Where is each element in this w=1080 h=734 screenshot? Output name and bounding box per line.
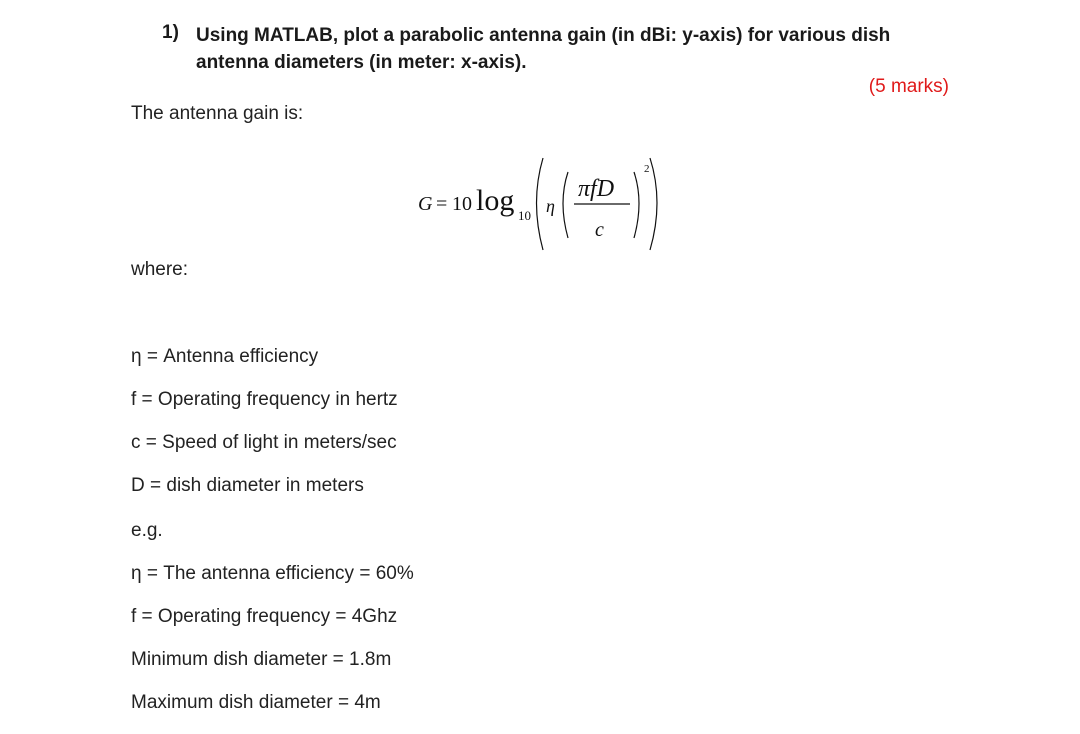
inner-paren-right bbox=[634, 172, 639, 238]
marks-label: (5 marks) bbox=[868, 76, 949, 97]
example-min-diameter: Minimum dish diameter = 1.8m bbox=[131, 649, 392, 670]
formula-eta: η bbox=[546, 196, 555, 216]
gain-formula-svg bbox=[418, 150, 678, 260]
outer-paren-right bbox=[650, 158, 657, 250]
outer-paren-left bbox=[537, 158, 544, 250]
formula-lhs: G bbox=[418, 193, 433, 215]
question-text: Using MATLAB, plot a parabolic antenna gain (in dBi: y-axis) for various dish antenna diameters (in meter: x-axis). bbox=[196, 25, 891, 73]
definition-speed-of-light: c = Speed of light in meters/sec bbox=[131, 432, 397, 453]
formula-numerator: πfD bbox=[578, 176, 615, 202]
example-frequency: f = Operating frequency = 4Ghz bbox=[131, 606, 398, 627]
formula-log: log bbox=[476, 184, 515, 217]
formula-denominator: c bbox=[595, 219, 604, 241]
example-max-diameter: Maximum dish diameter = 4m bbox=[131, 692, 381, 713]
intro-text: The antenna gain is: bbox=[131, 103, 304, 124]
where-label: where: bbox=[131, 259, 189, 280]
definition-frequency: f = Operating frequency in hertz bbox=[131, 389, 398, 410]
gain-formula bbox=[418, 150, 678, 260]
definition-efficiency: η = Antenna efficiency bbox=[131, 346, 319, 367]
question-number: 1) bbox=[162, 22, 179, 43]
inner-paren-left bbox=[563, 172, 568, 238]
formula-exponent: 2 bbox=[644, 163, 650, 175]
formula-coefficient: 10 bbox=[452, 193, 472, 215]
example-label: e.g. bbox=[131, 520, 163, 541]
formula-equals: = bbox=[436, 193, 448, 215]
example-efficiency: η = The antenna efficiency = 60% bbox=[131, 563, 414, 584]
formula-log-base: 10 bbox=[518, 208, 531, 223]
definition-diameter: D = dish diameter in meters bbox=[131, 475, 364, 496]
